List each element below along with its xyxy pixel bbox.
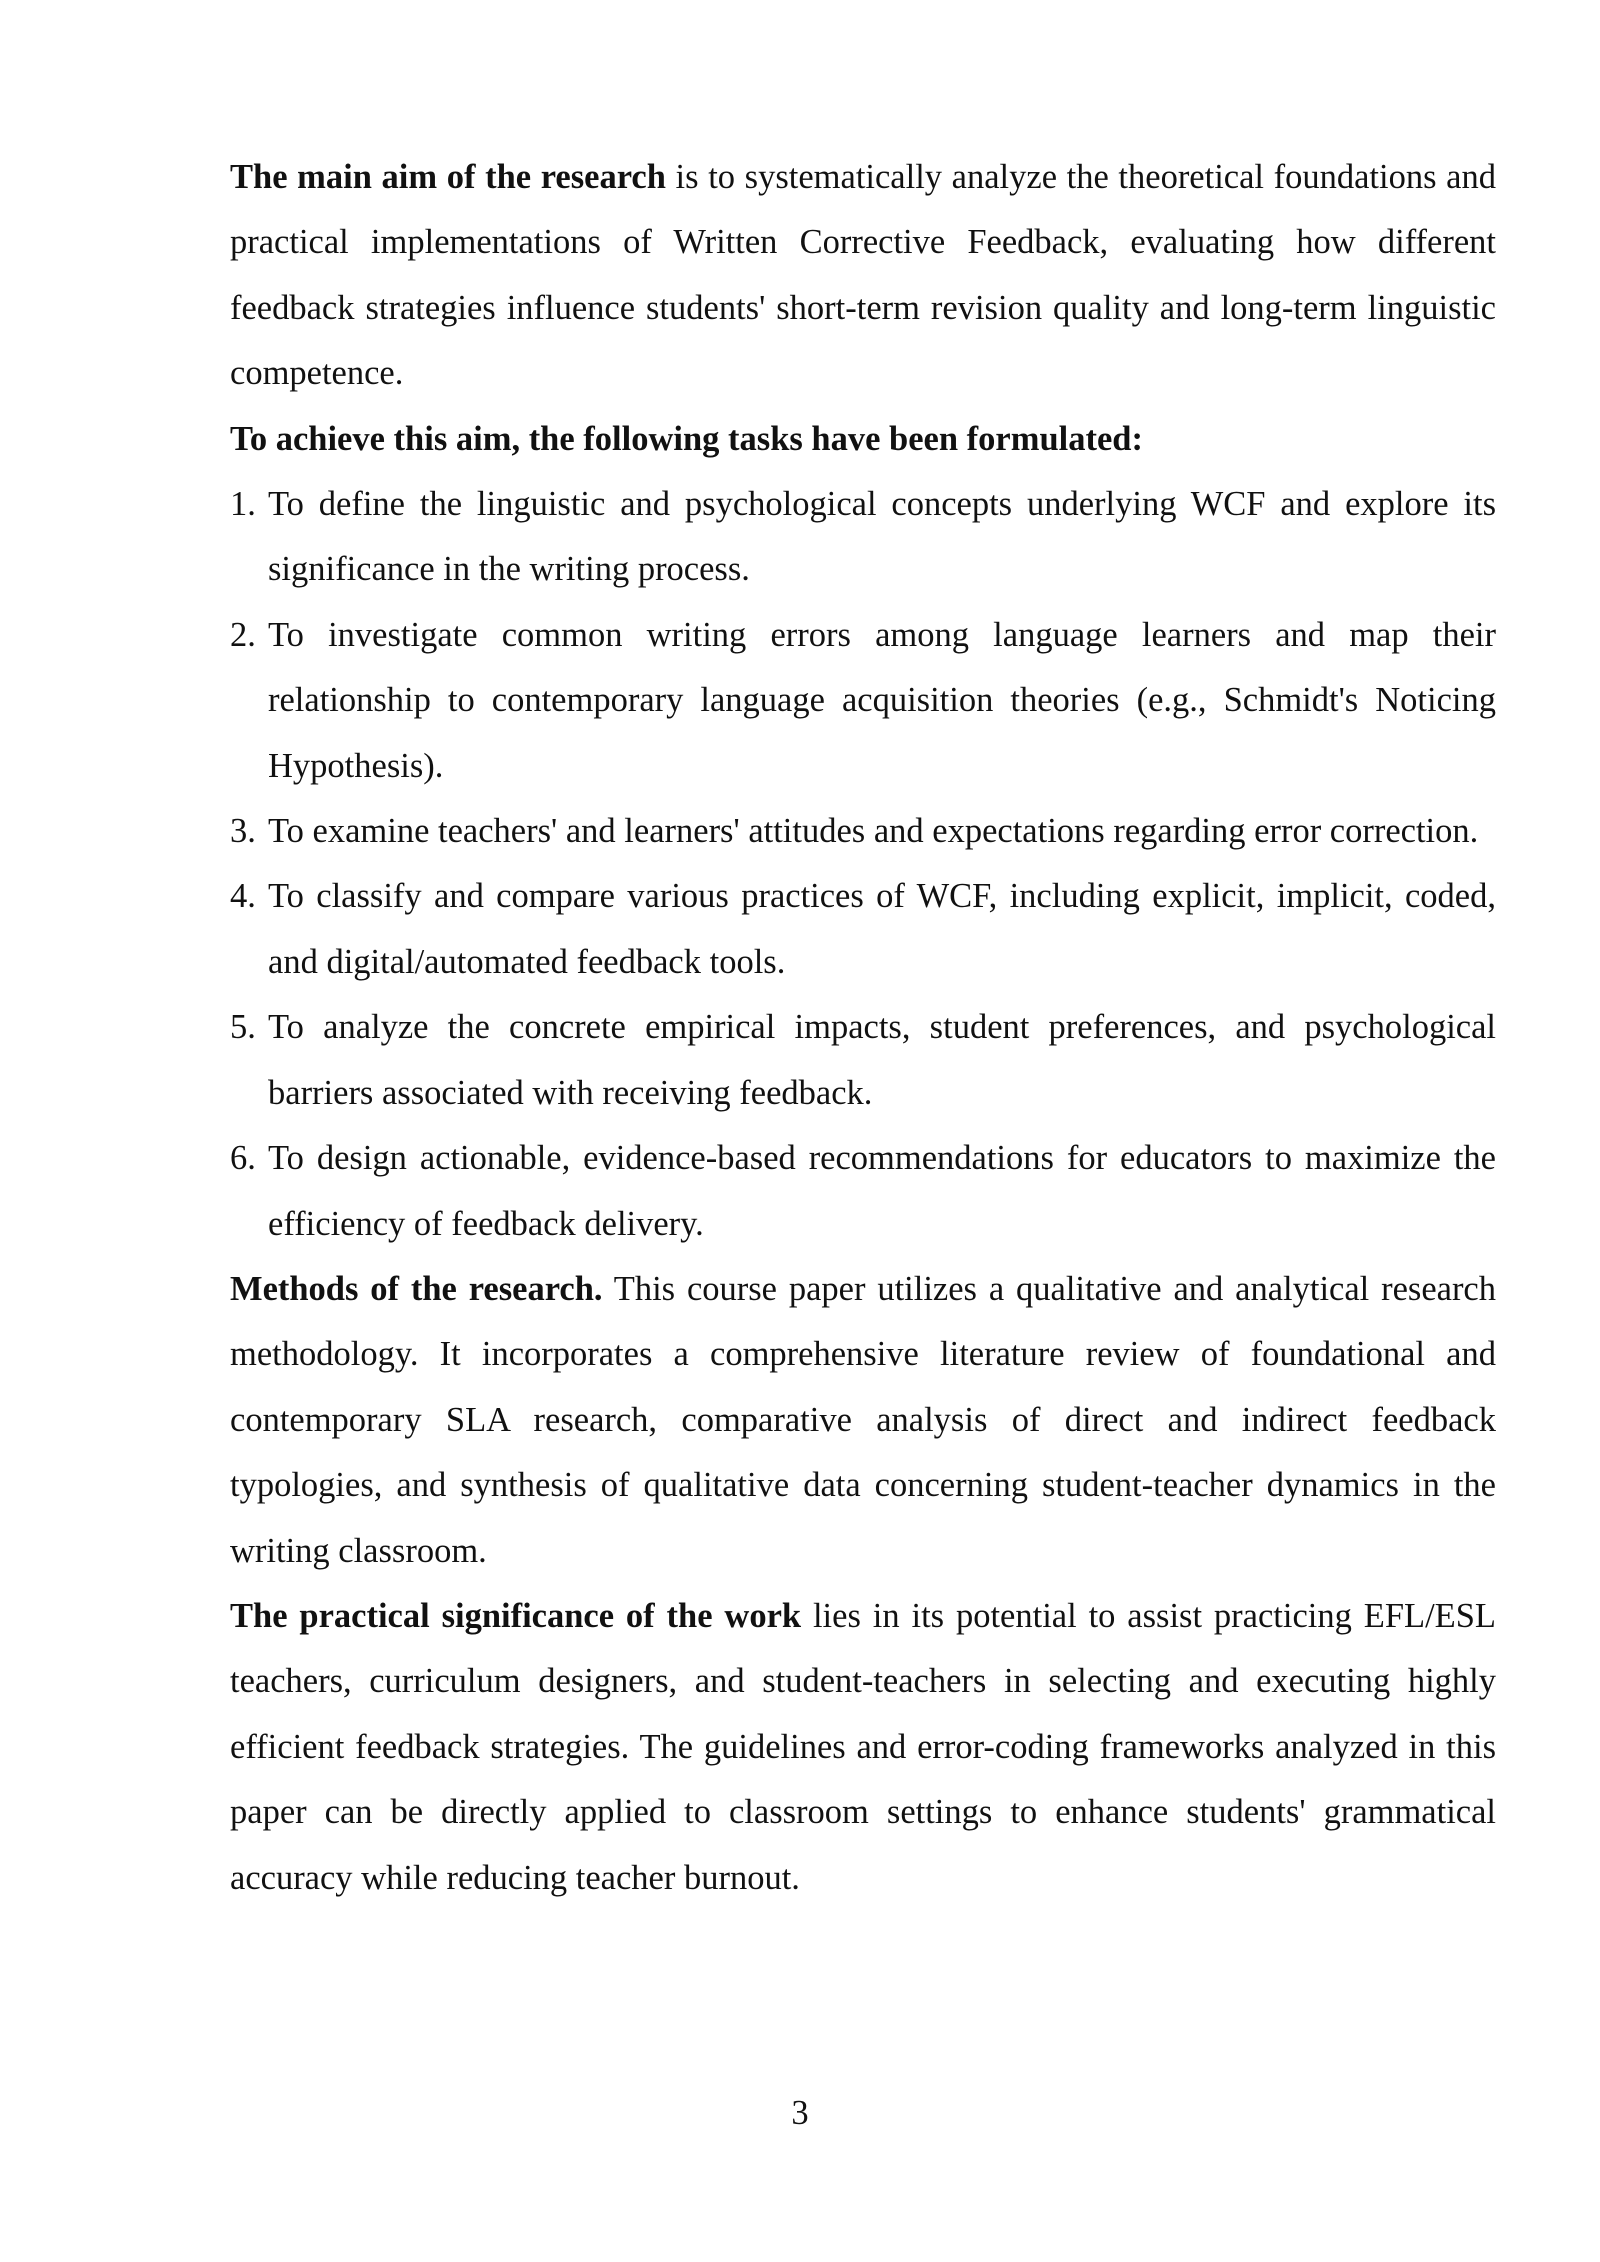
significance-paragraph (230, 1584, 1496, 1911)
list-item-number: 6. (230, 1139, 256, 1178)
list-item (230, 1126, 1496, 1257)
list-item-text: To design actionable, evidence-based recommendations for educators to maximize the efficiency of feedback delivery. (268, 1139, 1496, 1243)
page-number: 3 (791, 2094, 809, 2132)
list-item-number: 3. (230, 812, 256, 851)
methods-paragraph (230, 1257, 1496, 1584)
significance-text: lies in its potential to assist practicing EFL/ESL teachers, curriculum designers, and student-teachers in selecting and executing highly efficient feedback strategies. The guidelines and error-coding frameworks analyzed in this paper can be directly applied to classroom settings to enhance students' grammatical accuracy while reducing teacher burnout. (230, 1596, 1497, 1897)
methods-lead: Methods of the research. (230, 1269, 603, 1308)
aim-lead: The main aim of the research (230, 158, 666, 196)
list-item (230, 995, 1496, 1126)
list-item-text: To analyze the concrete empirical impacts, student preferences, and psychological barriers associated with receiving feedback. (268, 1008, 1496, 1112)
significance-lead: The practical significance of the work (230, 1596, 802, 1635)
methods-text: This course paper utilizes a qualitative and analytical research methodology. It incorporates a comprehensive literature review of foundational and contemporary SLA research, comparative analysis of direct and indirect feedback typologies, and synthesis of qualitative data concerning student-teacher dynamics in the writing classroom. (230, 1269, 1496, 1570)
tasks-heading-text: To achieve this aim, the following tasks have been formulated: (230, 419, 1143, 458)
tasks-list (230, 472, 1496, 1257)
list-item (230, 472, 1496, 603)
aim-text: is to systematically analyze the theoretical foundations and practical implementations of Written Corrective Feedback, evaluating how different feedback strategies influence students' short-term revision quality and long-term linguistic competence. (230, 158, 1496, 393)
list-item-number: 5. (230, 1008, 256, 1047)
aim-paragraph (230, 145, 1496, 407)
list-item (230, 603, 1496, 799)
list-item-text: To investigate common writing errors among language learners and map their relationship to contemporary language acquisition theories (e.g., Schmidt's Noticing Hypothesis). (268, 615, 1496, 785)
list-item-text: To classify and compare various practices of WCF, including explicit, implicit, coded, and digital/automated feedback tools. (268, 877, 1496, 981)
list-item-text: To examine teachers' and learners' attitudes and expectations regarding error correction. (268, 812, 1479, 851)
list-item-number: 1. (230, 485, 256, 524)
tasks-heading (230, 407, 1496, 472)
page-body (230, 145, 1496, 1911)
list-item-text: To define the linguistic and psychological concepts underlying WCF and explore its significance in the writing process. (268, 485, 1496, 589)
list-item (230, 799, 1496, 864)
list-item-number: 4. (230, 877, 256, 916)
list-item (230, 864, 1496, 995)
list-item-number: 2. (230, 615, 256, 654)
